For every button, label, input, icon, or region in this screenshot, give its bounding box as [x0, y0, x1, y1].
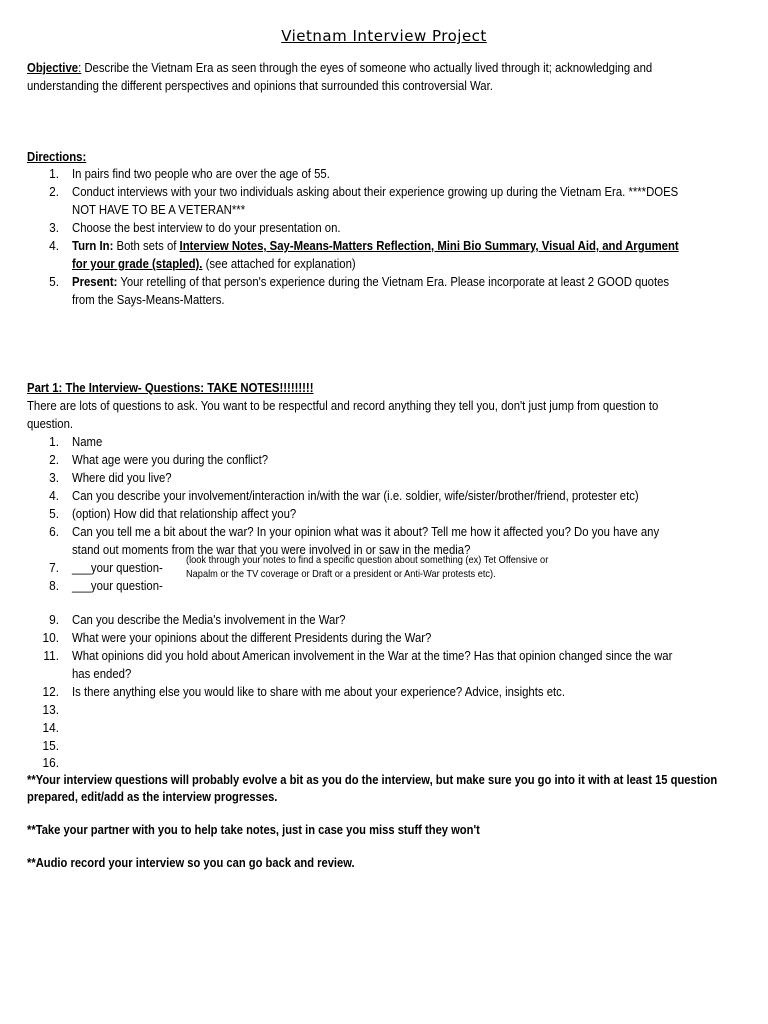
direction-item-continued: from the Says-Means-Matters.	[72, 292, 225, 307]
turn-in-bold: Interview Notes, Say-Means-Matters Reflection, Mini Bio Summary, Visual Aid, and Argument	[179, 238, 679, 253]
turn-in-tail: (see attached for explanation)	[202, 256, 356, 271]
question-item-continued: has ended?	[72, 666, 132, 681]
question-number: 10.	[42, 630, 59, 645]
objective-text: Describe the Vietnam Era as seen through the eyes of someone who actually lived through it; acknowledging and	[81, 60, 653, 75]
direction-number: 1.	[49, 166, 59, 181]
objective-line-2: understanding the different perspectives and opinions that surrounded this controversial War.	[27, 78, 493, 93]
question-hint-continued: Napalm or the TV coverage or Draft or a president or Anti-War protests etc).	[186, 568, 496, 580]
turn-in-text: Both sets of	[113, 238, 180, 253]
question-number: 3.	[49, 470, 59, 485]
present-text: Your retelling of that person's experience during the Vietnam Era. Please incorporate at least 2 GOOD quotes	[117, 274, 670, 289]
part1-intro-continued: question.	[27, 416, 74, 431]
direction-item: Choose the best interview to do your presentation on.	[72, 220, 341, 235]
part1-heading: Part 1: The Interview- Questions: TAKE NOTES!!!!!!!!!	[27, 380, 314, 395]
question-item: What opinions did you hold about American involvement in the War at the time? Has that opinion changed since the war	[72, 648, 673, 663]
direction-number: 5.	[49, 274, 59, 289]
question-number: 4.	[49, 488, 59, 503]
question-item: Can you tell me a bit about the war? In your opinion what was it about? Tell me how it affected you? Do you have any	[72, 524, 660, 539]
question-item: ___your question-	[72, 578, 163, 593]
question-number: 8.	[49, 578, 59, 593]
question-item: Where did you live?	[72, 470, 172, 485]
part1-intro: There are lots of questions to ask. You want to be respectful and record anything they tell you, don't just jump from question to	[27, 398, 659, 413]
direction-number: 3.	[49, 220, 59, 235]
direction-number: 4.	[49, 238, 59, 253]
question-number: 9.	[49, 612, 59, 627]
direction-item	[72, 237, 679, 255]
question-number: 13.	[42, 702, 59, 717]
question-number: 14.	[42, 720, 59, 735]
question-item: Can you describe your involvement/interaction in/with the war (i.e. soldier, wife/sister/brother/friend, protester etc)	[72, 488, 639, 503]
question-number: 15.	[42, 738, 59, 753]
question-number: 6.	[49, 524, 59, 539]
question-number: 12.	[42, 684, 59, 699]
question-hint: (look through your notes to find a specific question about something (ex) Tet Offensive or	[186, 554, 549, 566]
turn-in-bold-2: for your grade (stapled).	[72, 256, 203, 271]
question-item: Can you describe the Media's involvement in the War?	[72, 612, 346, 627]
direction-item: In pairs find two people who are over the age of 55.	[72, 166, 330, 181]
question-number: 7.	[49, 560, 59, 575]
question-item: What age were you during the conflict?	[72, 452, 269, 467]
question-item: (option) How did that relationship affect you?	[72, 506, 297, 521]
question-number: 1.	[49, 434, 59, 449]
question-item: What were your opinions about the different Presidents during the War?	[72, 630, 432, 645]
note-audio: **Audio record your interview so you can go back and review.	[27, 855, 355, 870]
objective-label: Objective	[27, 60, 79, 75]
question-number: 16.	[42, 755, 59, 770]
direction-item-continued	[72, 255, 356, 273]
objective-line-1	[27, 59, 652, 77]
turn-in-label: Turn In:	[72, 238, 114, 253]
present-label: Present:	[72, 274, 118, 289]
note-questions-continued: prepared, edit/add as the interview progresses.	[27, 789, 278, 804]
question-number: 5.	[49, 506, 59, 521]
note-questions: **Your interview questions will probably evolve a bit as you do the interview, but make sure you go into it with at least 15 question	[27, 772, 718, 787]
direction-item-continued: NOT HAVE TO BE A VETERAN***	[72, 202, 246, 217]
page-title: Vietnam Interview Project	[281, 27, 487, 45]
objective-colon: :	[78, 60, 82, 75]
direction-item: Conduct interviews with your two individuals asking about their experience growing up during the Vietnam Era. ****DOES	[72, 184, 679, 199]
question-item-continued: stand out moments from the war that you were involved in or saw in the media?	[72, 542, 471, 557]
question-item: ___your question-	[72, 560, 163, 575]
directions-heading: Directions:	[27, 149, 87, 164]
question-item: Is there anything else you would like to share with me about your experience? Advice, insights etc.	[72, 684, 565, 699]
question-number: 11.	[43, 648, 59, 663]
direction-item	[72, 273, 669, 291]
note-partner: **Take your partner with you to help take notes, just in case you miss stuff they won't	[27, 822, 480, 837]
question-number: 2.	[49, 452, 59, 467]
question-item: Name	[72, 434, 103, 449]
direction-number: 2.	[49, 184, 59, 199]
